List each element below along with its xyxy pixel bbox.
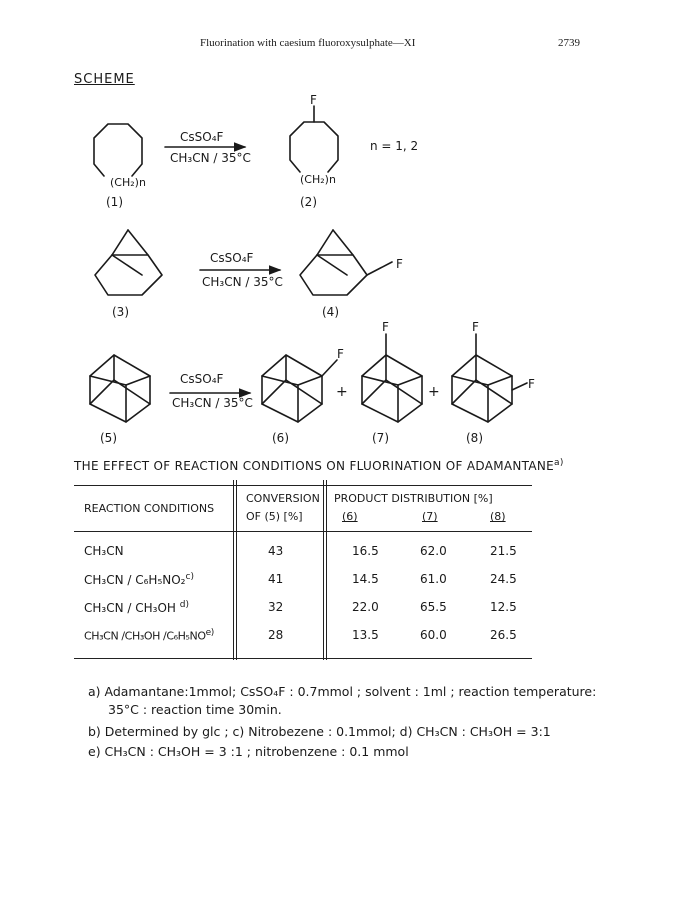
row3-p7: 65.5 — [420, 600, 447, 614]
page-number: 2739 — [558, 37, 580, 49]
norbornane-structure-3 — [95, 230, 162, 295]
fluorine-8b: F — [528, 377, 535, 391]
row3-p6: 22.0 — [352, 600, 379, 614]
table-rule-bottom — [74, 658, 532, 659]
compound-label-4: (4) — [322, 305, 339, 319]
row4-conversion: 28 — [268, 628, 284, 642]
header-conditions: REACTION CONDITIONS — [84, 502, 215, 515]
reagent-bottom-2: CH₃CN / 35°C — [202, 275, 283, 289]
header-conversion-line2: OF (5) [%] — [246, 510, 303, 523]
fluorine-6: F — [337, 347, 344, 361]
row3-condition-cell — [84, 600, 189, 615]
row2-conversion: 41 — [268, 572, 284, 586]
table-title — [74, 458, 564, 473]
footnote-e: e) CH₃CN : CH₃OH = 3 :1 ; nitrobenzene : 0.1 mmol — [88, 744, 409, 759]
table-divider-1a — [233, 480, 234, 660]
fluorine-2: F — [310, 93, 317, 107]
table-title-note: a) — [554, 458, 564, 468]
reagent-top-2: CsSO₄F — [210, 251, 254, 265]
reagent-bottom-1: CH₃CN / 35°C — [170, 151, 251, 165]
adamantane-structure-5 — [90, 355, 150, 422]
row1-condition: CH₃CN — [84, 544, 124, 558]
fluoroadamantane-structure-6 — [262, 355, 337, 422]
fluorine-7: F — [382, 320, 389, 334]
fluorine-4: F — [396, 257, 403, 271]
table-divider-2a — [323, 480, 324, 660]
table-rule-header — [74, 531, 532, 532]
ring-label-1: (CH₂)n — [110, 176, 146, 189]
plus-sign-1: + — [336, 384, 348, 400]
plus-sign-2: + — [428, 384, 440, 400]
row3-p8: 12.5 — [490, 600, 517, 614]
compound-label-2: (2) — [300, 195, 317, 209]
row3-condition: CH₃CN / CH₃OH — [84, 601, 176, 615]
scheme-label: SCHEME — [74, 72, 135, 87]
header-distribution: PRODUCT DISTRIBUTION [%] — [334, 492, 493, 505]
row2-condition: CH₃CN / C₆H₅NO₂ — [84, 573, 186, 587]
reagent-bottom-3: CH₃CN / 35°C — [172, 396, 253, 410]
running-title: Fluorination with caesium fluoroxysulphate—XI — [200, 37, 416, 49]
fluorocycloalkane-structure-2 — [290, 106, 338, 172]
compound-label-3: (3) — [112, 305, 129, 319]
difluoroadamantane-structure-8 — [452, 334, 527, 422]
row1-p6: 16.5 — [352, 544, 379, 558]
table-divider-2b — [326, 480, 327, 660]
row4-p8: 26.5 — [490, 628, 517, 642]
row1-p8: 21.5 — [490, 544, 517, 558]
ring-label-2: (CH₂)n — [300, 173, 336, 186]
row4-p7: 60.0 — [420, 628, 447, 642]
table-divider-1b — [236, 480, 237, 660]
fluorine-8a: F — [472, 320, 479, 334]
row4-p6: 13.5 — [352, 628, 379, 642]
header-col7: (7) — [422, 510, 438, 523]
row1-conversion: 43 — [268, 544, 284, 558]
header-conversion-line1: CONVERSION — [246, 492, 320, 505]
n-condition: n = 1, 2 — [370, 139, 419, 153]
table-title-text: THE EFFECT OF REACTION CONDITIONS ON FLUORINATION OF ADAMANTANE — [74, 459, 555, 473]
footnote-b: b) Determined by glc ; c) Nitrobezene : 0.1mmol; d) CH₃CN : CH₃OH = 3:1 — [88, 724, 551, 739]
compound-label-6: (6) — [272, 431, 289, 445]
row4-note: e) — [205, 628, 214, 638]
footnote-a-line2: 35°C : reaction time 30min. — [108, 702, 282, 717]
row3-conversion: 32 — [268, 600, 284, 614]
fluoronorbornane-structure-4 — [300, 230, 392, 295]
reagent-top-1: CsSO₄F — [180, 130, 224, 144]
row2-p6: 14.5 — [352, 572, 379, 586]
header-col8: (8) — [490, 510, 506, 523]
row3-note: d) — [179, 600, 189, 610]
row2-p8: 24.5 — [490, 572, 517, 586]
row2-condition-cell — [84, 572, 194, 587]
row2-note: c) — [185, 572, 194, 582]
fluoroadamantane-structure-7 — [362, 334, 422, 422]
row2-p7: 61.0 — [420, 572, 447, 586]
header-col6: (6) — [342, 510, 358, 523]
compound-label-5: (5) — [100, 431, 117, 445]
row4-condition-cell — [84, 628, 214, 643]
compound-label-7: (7) — [372, 431, 389, 445]
reagent-top-3: CsSO₄F — [180, 372, 224, 386]
footnote-a-line1: a) Adamantane:1mmol; CsSO₄F : 0.7mmol ; solvent : 1ml ; reaction temperature: — [88, 684, 597, 699]
table-rule-top — [74, 485, 532, 486]
row4-condition: CH₃CN /CH₃OH /C₆H₅NO — [84, 629, 206, 643]
compound-label-1: (1) — [106, 195, 123, 209]
reaction-scheme — [0, 0, 677, 450]
row1-p7: 62.0 — [420, 544, 447, 558]
cycloalkane-structure-1 — [94, 124, 142, 176]
compound-label-8: (8) — [466, 431, 483, 445]
